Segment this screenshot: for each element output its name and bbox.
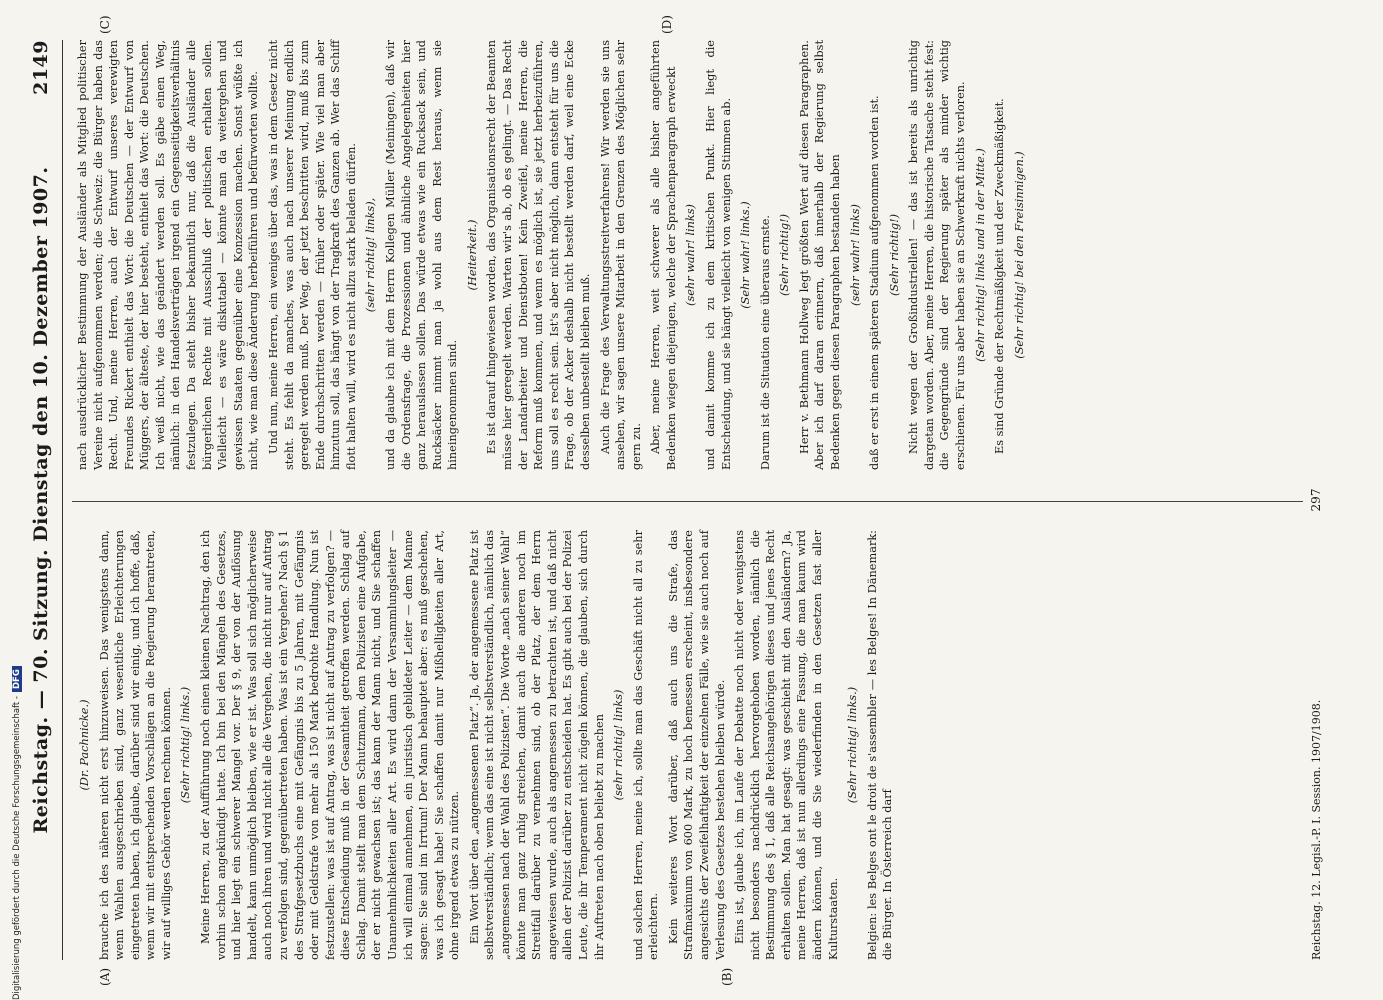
- interjection: (Sehr richtig! bei den Freisinnigen.): [1012, 151, 1026, 359]
- paragraph: Kein weiteres Wort darüber, daß auch uns die Strafe, das Strafmaximum von 600 Mark, zu hoch bemessen erscheint, insbesondere angesichts der Zweifelhaftigkeit der einzelnen Fälle, wie sie auch noch auf Verlesung des Gesetzes bestehen bleiben würde.: [666, 530, 727, 960]
- session-footer: Reichstag. 12. Legisl.-P. I. Session. 1907/1908.: [1310, 699, 1323, 960]
- paragraph: Es ist darauf hingewiesen worden, das Organisationsrecht der Beamten müsse hier geregelt werden. Warten wir's ab, ob es gelingt. — Das Recht der Landarbeiter und Dienstboten! Kein Zweifel, meine Herren, die Reform muß kommen, und wenn es möglich ist, sie jetzt herbeizuführen, uns soll es recht sein. Ist's aber nicht möglich, dann entsteht für uns die Frage, ob der Acker deshalb nicht bestellt werden darf, weil eine Ecke desselben unbestellt bleiben muß.: [485, 40, 592, 470]
- interjection: (Sehr richtig! links.): [179, 686, 193, 804]
- margin-letter-a: (A): [98, 967, 112, 986]
- paragraph: daß er erst in einem späteren Stadium aufgenommen worden ist.: [868, 95, 882, 470]
- column-divider: [72, 501, 1303, 502]
- sidebar-text-wrap: [12, 10, 22, 1000]
- sidebar-credit: Digitalisierung gefördert durch die Deutsche Forschungsgemeinschaft -: [12, 696, 22, 1000]
- interjection: (Sehr richtig!): [778, 213, 792, 297]
- margin-letter-b: (B): [720, 967, 734, 986]
- dfg-logo: DFG: [12, 666, 22, 692]
- page-header: [30, 40, 60, 960]
- interjection: (sehr richtig! links),: [364, 197, 378, 313]
- interjection: (Sehr richtig! links.): [846, 686, 860, 804]
- interjection: (sehr wahr! links): [848, 204, 862, 306]
- paragraph: Eins ist, glaube ich, im Laufe der Debatte noch nicht oder wenigstens nicht besonders nachdrücklich hervorgehoben worden, nämlich die Bestimmung des § 1, daß alle Reichsangehörigen dieses und jenes Recht erhalten sollen. Man hat gesagt: was geschieht mit den Ausländern? Ja, meine Herren, daß ist nun allerdings eine Fassung, die man kaum wird ändern können, und die Sie wiederfinden in den Gesetzen fast aller Kulturstaaten.: [733, 530, 840, 960]
- paragraph: Herr v. Bethmann Hollweg legt größten Wert auf diesen Paragraphen. Aber ich darf daran erinnern, daß innerhalb der Regierung selbst Bedenken gegen diesen Paragraphen bestanden haben: [797, 40, 843, 470]
- paragraph: Und nun, meine Herren, ein weniges über das, was in dem Gesetz nicht steht. Es fehlt da manches, was auch nach unserer Meinung endlich geregelt werden muß. Der Weg, der jetzt beschritten wird, muß bis zum Ende durchschritten werden — früher oder später. Wie viel man aber hinzutun soll, das hängt von der Tragkraft des Ganzen ab. Wer das Schiff flott halten will, wird es nicht allzu stark beladen dürfen.: [266, 40, 358, 470]
- interjection: (sehr wahr! links): [684, 204, 698, 306]
- paragraph: Nicht wegen der Großindustriellen! — das ist bereits als unrichtig dargetan worden. Aber, meine Herren, die historische Tatsache steht fest: die Gegengründe sind der Regierung später als minder wichtig erschienen. Für uns aber haben sie an Schwerkraft nichts verloren.: [907, 40, 968, 470]
- header-rule: [62, 40, 63, 960]
- paragraph: Meine Herren, zu der Aufführung noch einen kleinen Nachtrag, den ich vorhin schon angekündigt hatte. Ich bin bei den Mängeln des Gesetzes, und hier liegt ein schwerer Mangel vor. Der § 9, der von der Auflösung handelt, kann unmöglich bleiben, wie er ist. Was soll sich möglicherweise auch noch ihren und wird nicht alle die Vergehen, die nicht nur auf Antrag zu verfolgen sind, gegenübertreten haben. Was ist ein Vergehen? Nach § 1 des Strafgesetzbuchs eine mit Gefängnis bis zu 5 Jahren, mit Gefängnis oder mit Geldstrafe von mehr als 150 Mark bedrohte Handlung. Nun ist festzustellen: was ist auf Antrag, was ist nicht auf Antrag zu verfolgen? — diese Entscheidung muß in der Gesamtheit getroffen werden. Schlag auf Schlag. Damit stellt man dem Schutzmann, dem Polizisten eine Aufgabe, der er nicht gewachsen ist; das kann der Mann nicht, und Sie schaffen Unannehmlichkeiten aller Art. Es wird dann der Versammlungsleiter — ich will einmal annehmen, ein juristisch gebildeter Leiter — dem Manne sagen: Sie sind im Irrtum! Der Mann behauptet aber: es muß geschehen, was ich gesagt habe! Sie schaffen damit nur Mißhelligkeiten aller Art, ohne irgend etwas zu nützen.: [199, 530, 462, 960]
- paragraph: Es sind Gründe der Rechtmäßigkeit und der Zweckmäßigkeit.: [993, 98, 1007, 454]
- paragraph: und da glaube ich mit dem Herrn Kollegen Müller (Meiningen), daß wir die Ordensfrage, die Prozessionen und ähnliche Angelegenheiten hier ganz herauslassen sollen. Das würde etwas wie ein Rucksack sein, und Rucksäcker nimmt man ja wohl aus dem Rest heraus, wenn sie hineingenommen sind.: [383, 40, 460, 470]
- digitization-sidebar: [0, 0, 22, 1000]
- paragraph: Belgien: les Belges ont le droit de s'assembler — les Belges! In Dänemark: die Bürger. In Österreich darf: [865, 530, 895, 960]
- paragraph: nach ausdrücklicher Bestimmung der Ausländer als Mitglied politischer Vereine nicht aufgenommen werden; die Schweiz: die Bürger haben das Recht. Und, meine Herren, auch der Entwurf unseres verewigten Freundes Rickert enthielt das Wort: die Deutschen — der Entwurf von Müggers, der älteste, der hier besteht, enthielt das Wort: die Deutschen. Ich weiß nicht, wie das geändert werden soll. Es gäbe einen Weg, nämlich: in den Handelsverträgen irgend ein Gegenseitigkeitsverhältnis festzulegen. Da steht bisher bekanntlich nur, daß die Ausländer alle bürgerlichen Rechte mit Ausschluß der politischen erhalten sollen. Vielleicht — es wäre diskutabel — könnte man da weitergehen und gewissen Staaten gegenüber eine Konzession machen. Sonst wüßte ich nicht, wie man diese Änderung herbeiführen und befürworten wollte.: [76, 40, 261, 470]
- signature-number: 297: [1309, 488, 1323, 512]
- left-column: [75, 530, 900, 960]
- right-column: [75, 40, 1031, 470]
- paragraph: Aber, meine Herren, weit schwerer als alle bisher angeführten Bedenken wiegen diejenigen, welche der Sprachenparagraph erweckt: [649, 40, 678, 470]
- interjection: (Sehr wahr! links.): [739, 201, 753, 309]
- margin-letter-d: (D): [660, 15, 674, 34]
- margin-letter-c: (C): [98, 15, 112, 34]
- interjection: (sehr richtig! links): [612, 689, 626, 801]
- paragraph: und damit komme ich zu dem kritischen Punkt. Hier liegt die Entscheidung, und sie hängt vielleicht von wenigen Stimmen ab.: [703, 40, 733, 470]
- header-title: Reichstag. — 70. Sitzung. Dienstag den 10. Dezember 1907.: [30, 166, 52, 834]
- paragraph: brauche ich des näheren nicht erst hinzuweisen. Das wenigstens dann, wenn Wahlen ausgeschrieben sind, ganz wesentliche Erleichterungen eingetreten haben, ich glaube, darüber sind wir einig, und ich hoffe, daß, wenn wir mit entsprechenden Vorschlägen an die Regierung herantreten, wir auf williges Gehör werden rechnen können.: [97, 530, 173, 960]
- interjection: (Sehr richtig!): [887, 213, 901, 297]
- interjection: (Sehr richtig! links und in der Mitte.): [973, 148, 987, 362]
- interjection: (Heiterkeit.): [465, 219, 479, 291]
- paragraph: und solchen Herren, meine ich, sollte man das Geschäft nicht all zu sehr erleichtern.: [631, 530, 661, 960]
- paragraph: Darum ist die Situation eine überaus ernste.: [758, 215, 772, 470]
- paragraph: Ein Wort über den „angemessenen Platz“. Ja, der angemessene Platz ist selbstverständlich; wenn das eine ist nicht selbstverständlich, nämlich das „angemessen nach der Wahl des Polizisten“. Die Worte „nach seiner Wahl“ könnte man ganz ruhig streichen, damit auch die anderen noch im Streitfall darüber zu vernehmen sind, ob der Platz, der dem Herrn angewiesen wurde, auch als angemessen zu betrachten ist, und daß nicht allein der Polizist darüber zu entscheiden hat. Es gibt auch bei der Polizei Leute, die ihr Temperament nicht zügeln können, die glauben, sich durch ihr Auftreten nach oben beliebt zu machen: [467, 530, 606, 960]
- speaker-label: (Dr. Pachnicke.): [78, 699, 91, 791]
- paragraph: Auch die Frage des Verwaltungsstreitverfahrens! Wir werden sie uns ansehen, wir sagen unsere Mitarbeit in den Grenzen des Möglichen sehr gern zu.: [598, 40, 643, 470]
- page-number: 2149: [30, 40, 52, 95]
